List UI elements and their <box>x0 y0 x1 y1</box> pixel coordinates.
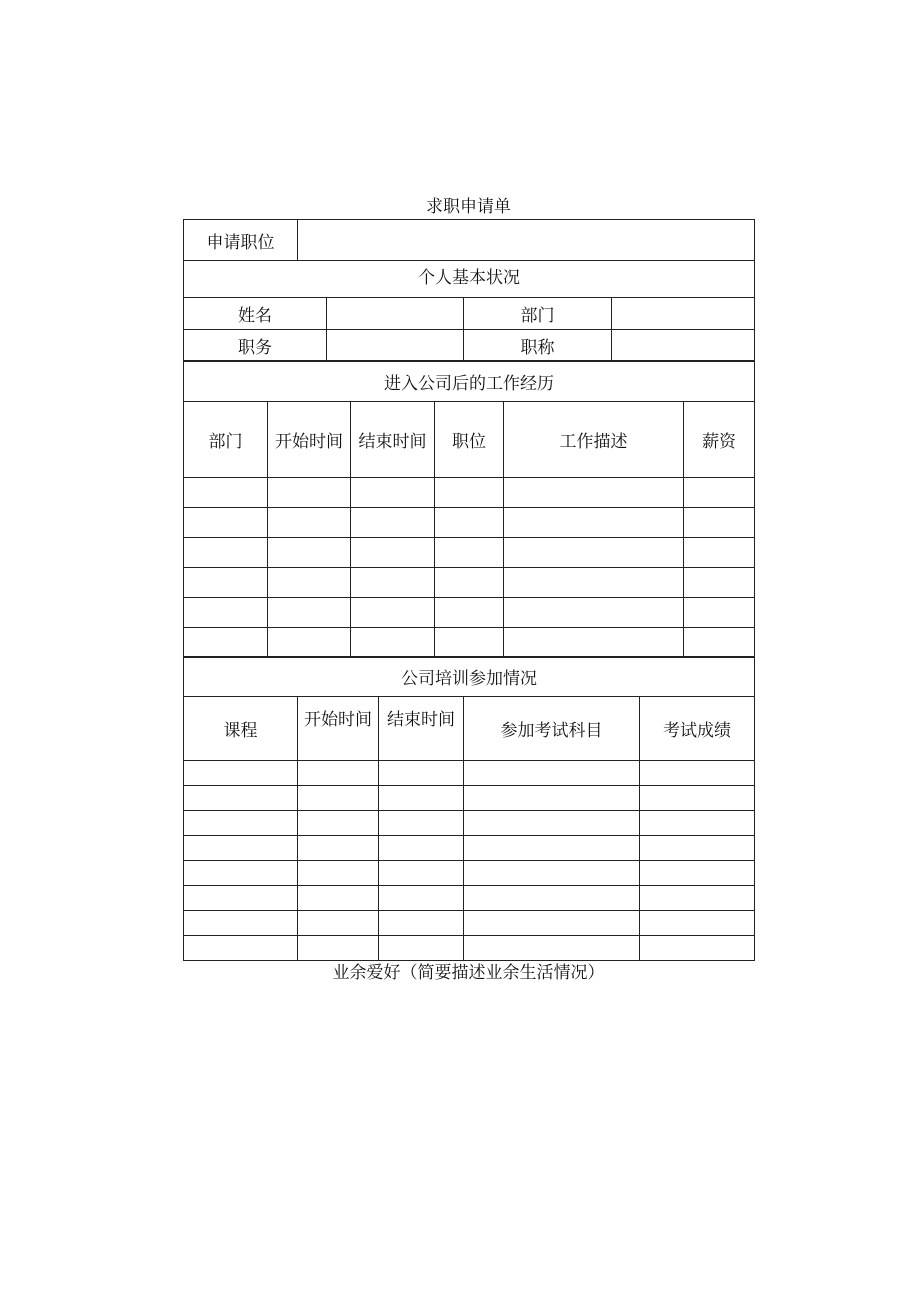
training-cell[interactable] <box>184 761 298 786</box>
training-cell[interactable] <box>379 786 464 811</box>
work-cell[interactable] <box>504 508 684 538</box>
training-cell[interactable] <box>298 936 379 961</box>
training-cell[interactable] <box>379 836 464 861</box>
work-cell[interactable] <box>504 628 684 658</box>
hobbies-label: 业余爱好（简要描述业余生活情况） <box>332 963 605 983</box>
work-cell[interactable] <box>435 628 504 658</box>
work-cell[interactable] <box>351 538 435 568</box>
training-cell[interactable] <box>184 886 298 911</box>
training-cell[interactable] <box>464 861 640 886</box>
duty-label: 职务 <box>184 330 327 362</box>
work-cell[interactable] <box>684 478 755 508</box>
training-col-header: 结束时间 <box>379 697 464 761</box>
training-cell[interactable] <box>640 786 755 811</box>
work-cell[interactable] <box>351 598 435 628</box>
work-history-heading: 进入公司后的工作经历 <box>184 361 755 402</box>
training-row <box>184 936 755 961</box>
training-cell[interactable] <box>184 861 298 886</box>
position-input-cell[interactable] <box>298 220 755 261</box>
training-cell[interactable] <box>464 911 640 936</box>
training-cell[interactable] <box>464 936 640 961</box>
work-cell[interactable] <box>268 628 351 658</box>
work-cell[interactable] <box>351 568 435 598</box>
training-cell[interactable] <box>298 786 379 811</box>
work-cell[interactable] <box>435 538 504 568</box>
training-row <box>184 786 755 811</box>
training-row <box>184 911 755 936</box>
basic-info-table <box>183 219 755 362</box>
duty-title-row <box>184 330 755 362</box>
training-cell[interactable] <box>298 761 379 786</box>
training-header-row <box>184 697 755 761</box>
training-cell[interactable] <box>640 861 755 886</box>
name-input-cell[interactable] <box>327 298 464 330</box>
training-cell[interactable] <box>640 936 755 961</box>
work-col-header: 结束时间 <box>351 402 435 478</box>
work-col-header: 薪资 <box>684 402 755 478</box>
work-history-table <box>183 360 755 658</box>
training-col-header: 课程 <box>184 697 298 761</box>
training-cell[interactable] <box>379 811 464 836</box>
work-col-header: 开始时间 <box>268 402 351 478</box>
work-cell[interactable] <box>435 478 504 508</box>
training-row <box>184 836 755 861</box>
training-cell[interactable] <box>379 886 464 911</box>
training-cell[interactable] <box>379 861 464 886</box>
training-cell[interactable] <box>184 911 298 936</box>
basic-info-heading: 个人基本状况 <box>184 261 755 298</box>
basic-info-section <box>183 219 754 362</box>
training-cell[interactable] <box>640 836 755 861</box>
work-row <box>184 568 755 598</box>
work-cell[interactable] <box>184 478 268 508</box>
work-cell[interactable] <box>435 598 504 628</box>
training-cell[interactable] <box>298 911 379 936</box>
work-cell[interactable] <box>351 628 435 658</box>
training-row <box>184 811 755 836</box>
training-col-header: 参加考试科目 <box>464 697 640 761</box>
training-cell[interactable] <box>640 811 755 836</box>
training-cell[interactable] <box>640 886 755 911</box>
training-cell[interactable] <box>379 911 464 936</box>
work-cell[interactable] <box>504 598 684 628</box>
work-row <box>184 508 755 538</box>
training-cell[interactable] <box>298 861 379 886</box>
work-cell[interactable] <box>268 538 351 568</box>
training-cell[interactable] <box>184 936 298 961</box>
training-cell[interactable] <box>379 761 464 786</box>
work-cell[interactable] <box>435 568 504 598</box>
form-title: 求职申请单 <box>426 197 511 217</box>
work-row <box>184 628 755 658</box>
work-cell[interactable] <box>184 628 268 658</box>
training-table <box>183 656 755 961</box>
work-cell[interactable] <box>184 568 268 598</box>
training-row <box>184 886 755 911</box>
duty-input-cell[interactable] <box>327 330 464 362</box>
work-row <box>184 538 755 568</box>
work-cell[interactable] <box>184 538 268 568</box>
work-history-heading-row <box>184 361 755 402</box>
work-cell[interactable] <box>684 568 755 598</box>
work-col-header: 职位 <box>435 402 504 478</box>
work-cell[interactable] <box>504 478 684 508</box>
job-title-label: 职称 <box>464 330 612 362</box>
work-cell[interactable] <box>504 568 684 598</box>
training-col-header: 开始时间 <box>298 697 379 761</box>
work-row <box>184 598 755 628</box>
work-row <box>184 478 755 508</box>
work-cell[interactable] <box>184 508 268 538</box>
training-cell[interactable] <box>379 936 464 961</box>
position-row <box>184 220 755 261</box>
training-cell[interactable] <box>298 886 379 911</box>
training-heading: 公司培训参加情况 <box>184 657 755 697</box>
training-heading-row <box>184 657 755 697</box>
training-cell[interactable] <box>184 811 298 836</box>
training-cell[interactable] <box>464 811 640 836</box>
training-row <box>184 761 755 786</box>
work-cell[interactable] <box>268 598 351 628</box>
work-cell[interactable] <box>504 538 684 568</box>
training-section <box>183 656 754 961</box>
name-label: 姓名 <box>184 298 327 330</box>
training-cell[interactable] <box>640 911 755 936</box>
work-cell[interactable] <box>684 628 755 658</box>
training-cell[interactable] <box>464 836 640 861</box>
work-cell[interactable] <box>268 568 351 598</box>
work-cell[interactable] <box>351 478 435 508</box>
training-cell[interactable] <box>184 786 298 811</box>
work-history-header-row <box>184 402 755 478</box>
work-cell[interactable] <box>684 508 755 538</box>
training-cell[interactable] <box>298 836 379 861</box>
name-dept-row <box>184 298 755 330</box>
training-cell[interactable] <box>298 811 379 836</box>
training-cell[interactable] <box>464 761 640 786</box>
work-cell[interactable] <box>351 508 435 538</box>
training-cell[interactable] <box>184 836 298 861</box>
dept-input-cell[interactable] <box>612 298 755 330</box>
training-cell[interactable] <box>640 761 755 786</box>
work-history-section <box>183 360 754 658</box>
work-cell[interactable] <box>684 598 755 628</box>
work-cell[interactable] <box>684 538 755 568</box>
training-row <box>184 861 755 886</box>
work-col-header: 工作描述 <box>504 402 684 478</box>
training-col-header: 考试成绩 <box>640 697 755 761</box>
job-title-input-cell[interactable] <box>612 330 755 362</box>
work-cell[interactable] <box>184 598 268 628</box>
work-cell[interactable] <box>268 478 351 508</box>
work-cell[interactable] <box>435 508 504 538</box>
dept-label: 部门 <box>464 298 612 330</box>
training-cell[interactable] <box>464 886 640 911</box>
basic-info-heading-row <box>184 261 755 298</box>
training-cell[interactable] <box>464 786 640 811</box>
work-col-header: 部门 <box>184 402 268 478</box>
work-cell[interactable] <box>268 508 351 538</box>
position-label: 申请职位 <box>184 220 298 261</box>
